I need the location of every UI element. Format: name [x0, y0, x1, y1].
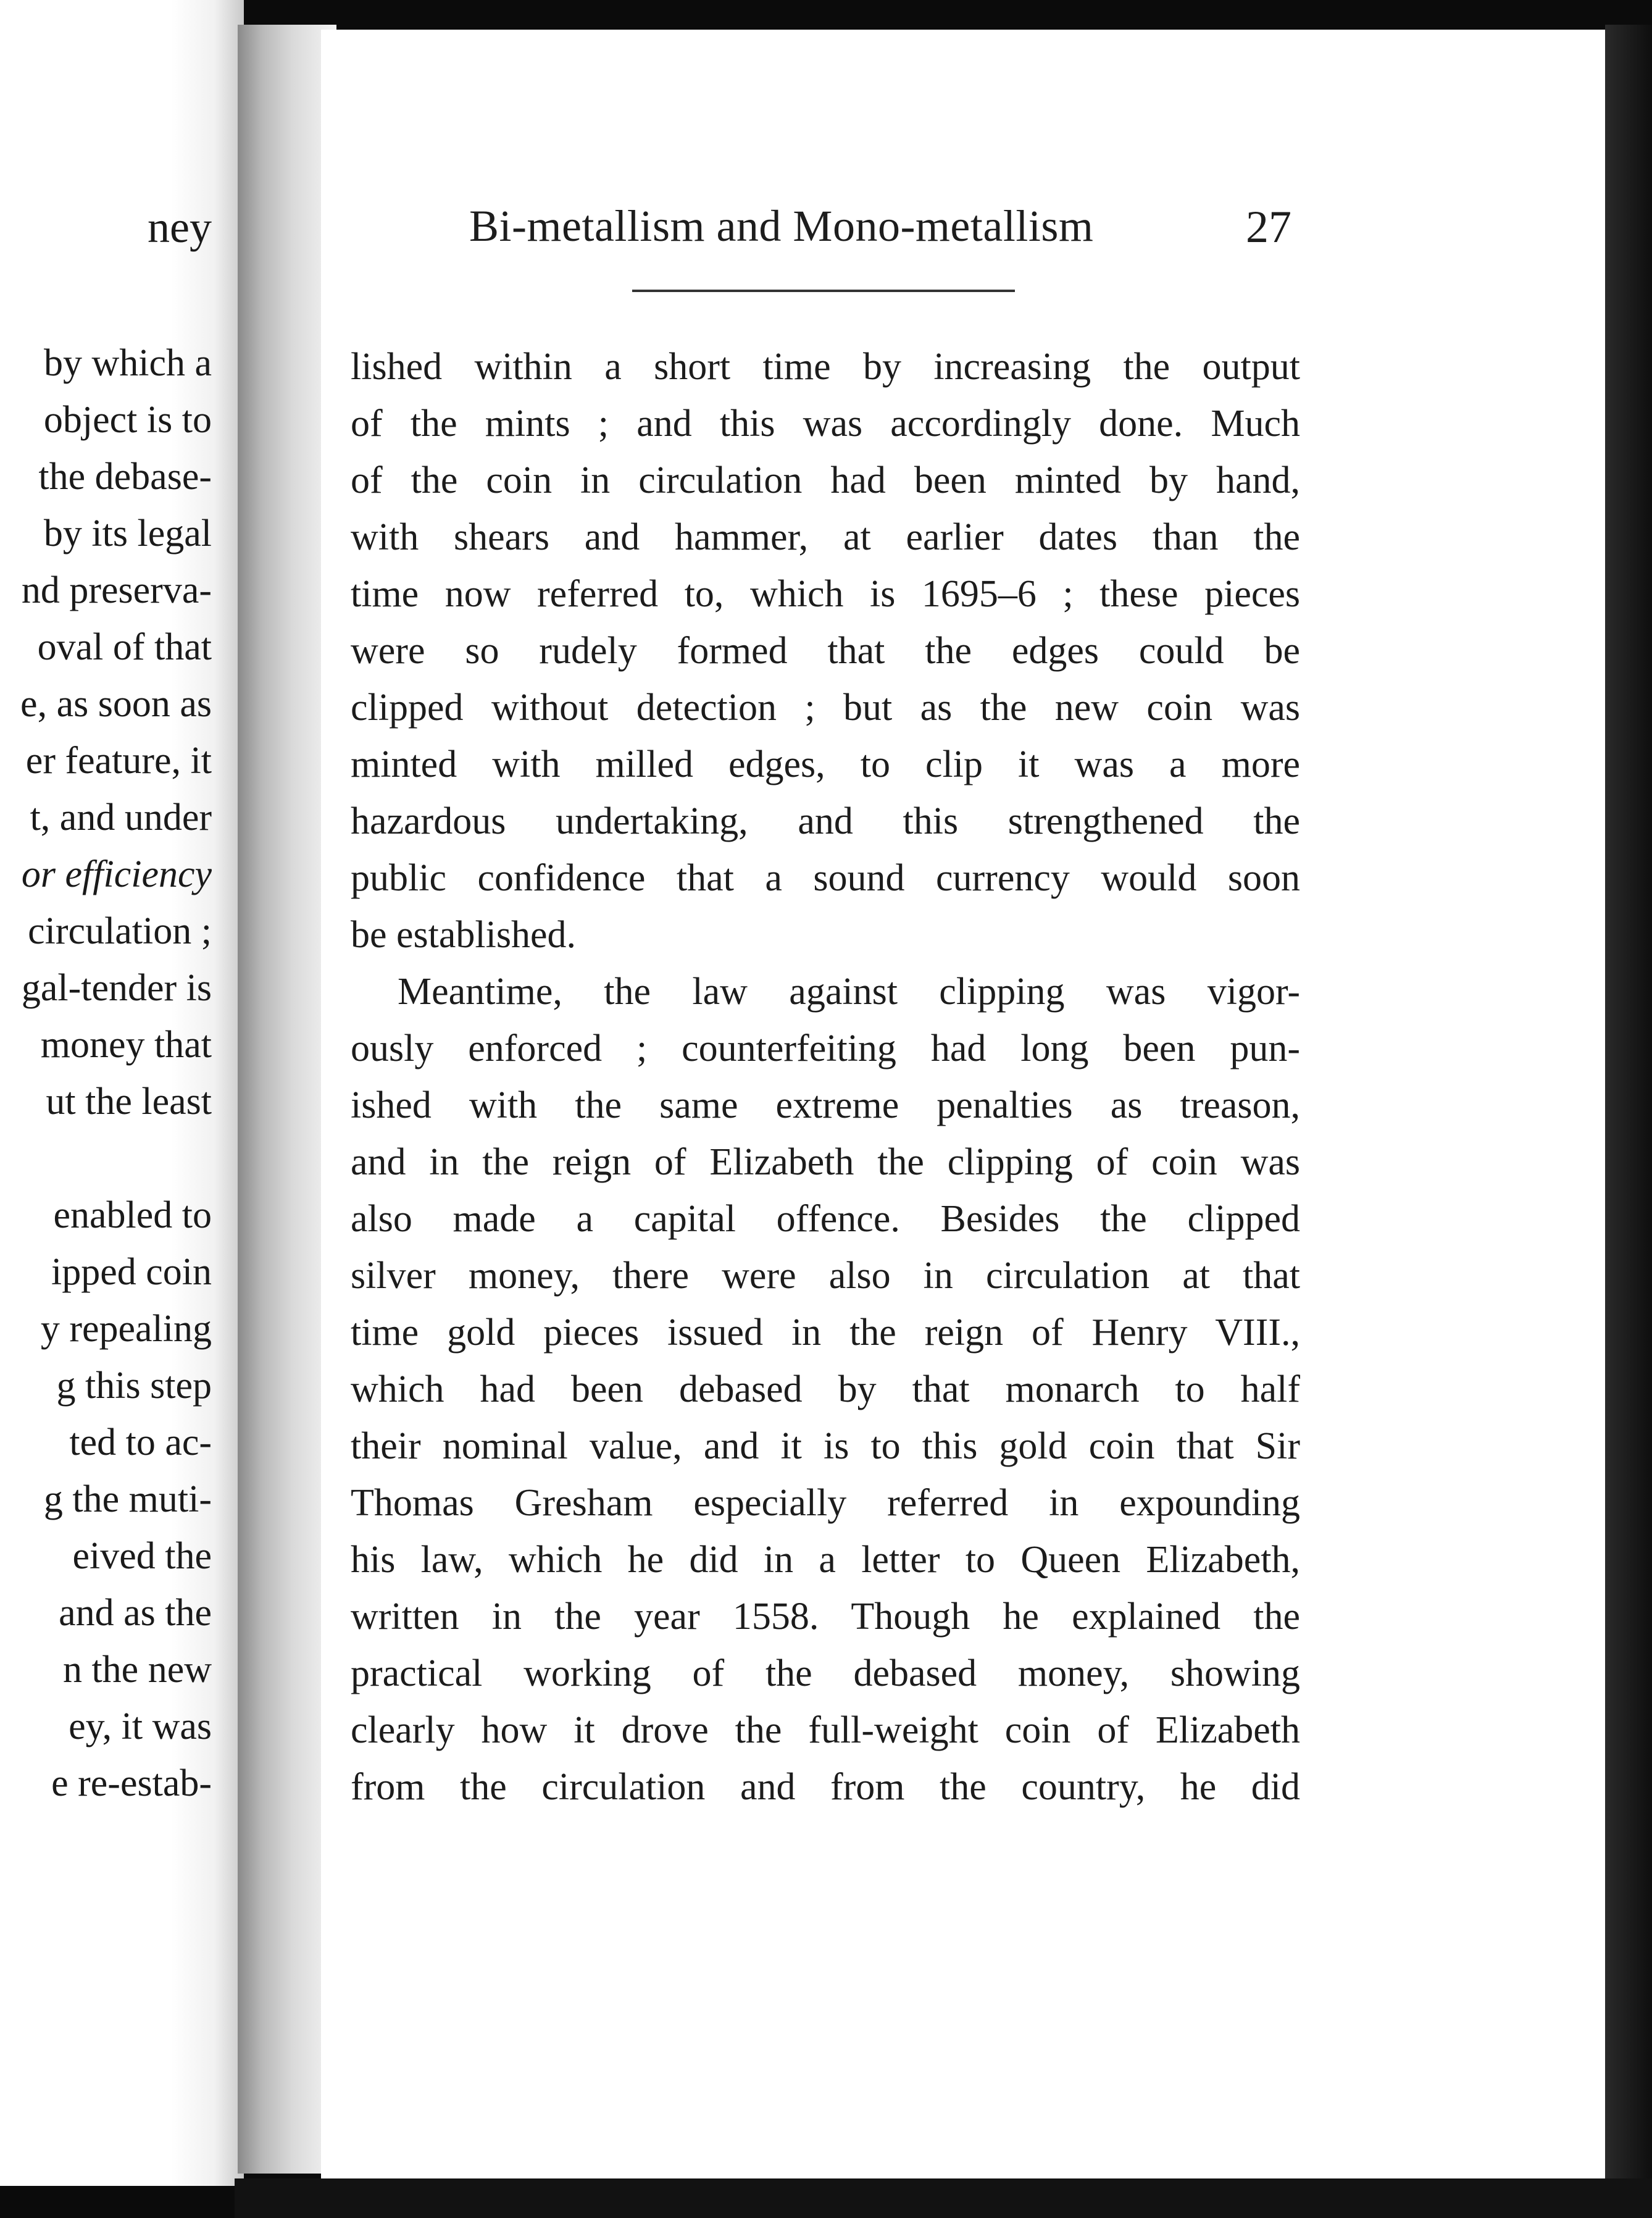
left-line: t, and under: [30, 797, 212, 839]
page-edge-bottom: [235, 2178, 1652, 2218]
left-line: eived the: [72, 1535, 212, 1577]
left-line-italic: or efficiency: [21, 853, 212, 895]
running-head-title: Bi-metallism and Mono-metallism: [469, 201, 1094, 251]
body-line: clipped without detection ; but as the new coin was: [351, 687, 1300, 729]
body-line: hazardous undertaking, and this strengthened the: [351, 800, 1300, 842]
body-line: Thomas Gresham especially referred in expounding: [351, 1482, 1300, 1524]
body-line: his law, which he did in a letter to Queen Elizabeth,: [351, 1539, 1300, 1581]
left-page: [0, 0, 244, 2186]
left-line: enabled to: [53, 1194, 212, 1236]
left-line: g this step: [56, 1365, 212, 1407]
body-line: also made a capital offence. Besides the clipped: [351, 1198, 1300, 1240]
body-line: public confidence that a sound currency would soon: [351, 857, 1300, 899]
left-line: by its legal: [43, 513, 212, 554]
body-line: minted with milled edges, to clip it was a more: [351, 743, 1300, 785]
left-line: circulation ;: [28, 910, 212, 952]
left-line: ut the least: [46, 1081, 212, 1123]
left-line: the debase-: [38, 456, 212, 498]
body-line-paragraph-end: be established.: [351, 914, 577, 956]
body-line: silver money, there were also in circulation at that: [351, 1255, 1300, 1297]
body-line: which had been debased by that monarch to half: [351, 1368, 1300, 1410]
left-line: ted to ac-: [69, 1421, 212, 1463]
left-line: er feature, it: [25, 740, 212, 782]
body-line: and in the reign of Elizabeth the clipping of coin was: [351, 1141, 1300, 1183]
left-line: ey, it was: [69, 1705, 212, 1747]
body-line-paragraph-start: Meantime, the law against clipping was vigor-: [398, 971, 1300, 1013]
left-line: y repealing: [40, 1308, 212, 1350]
left-line: nd preserva-: [21, 569, 212, 611]
left-line: e, as soon as: [20, 683, 212, 725]
body-line: of the mints ; and this was accordingly done. Much: [351, 403, 1300, 445]
left-line: by which a: [43, 342, 212, 384]
body-line: written in the year 1558. Though he explained the: [351, 1596, 1300, 1638]
body-line: time now referred to, which is 1695–6 ; these pieces: [351, 573, 1300, 615]
body-line: were so rudely formed that the edges could be: [351, 630, 1300, 672]
body-line: ously enforced ; counterfeiting had long been pun-: [351, 1027, 1300, 1069]
body-line: from the circulation and from the country, he did: [351, 1766, 1300, 1808]
body-line: ished with the same extreme penalties as treason,: [351, 1084, 1300, 1126]
left-line: gal-tender is: [21, 967, 212, 1009]
left-line: e re-estab-: [51, 1762, 212, 1804]
left-running-head: ney: [148, 203, 212, 252]
body-line: with shears and hammer, at earlier dates than the: [351, 516, 1300, 558]
left-line: ipped coin: [51, 1251, 212, 1293]
left-line: n the new: [62, 1649, 212, 1691]
page-number: 27: [1246, 202, 1291, 253]
body-line: practical working of the debased money, showing: [351, 1652, 1300, 1694]
left-line: g the muti-: [43, 1478, 212, 1520]
left-line: object is to: [43, 399, 212, 441]
page-edge-right: [1605, 25, 1652, 2218]
body-line: of the coin in circulation had been minted by hand,: [351, 459, 1300, 501]
header-rule: [632, 290, 1015, 292]
body-line: lished within a short time by increasing the output: [351, 346, 1300, 388]
body-line: clearly how it drove the full-weight coin of Elizabeth: [351, 1709, 1300, 1751]
left-line: and as the: [59, 1592, 212, 1634]
left-line: oval of that: [37, 626, 212, 668]
body-line: time gold pieces issued in the reign of Henry VIII.,: [351, 1312, 1300, 1354]
body-text: [351, 338, 1300, 1815]
left-line: money that: [40, 1024, 212, 1066]
body-line: their nominal value, and it is to this gold coin that Sir: [351, 1425, 1300, 1467]
